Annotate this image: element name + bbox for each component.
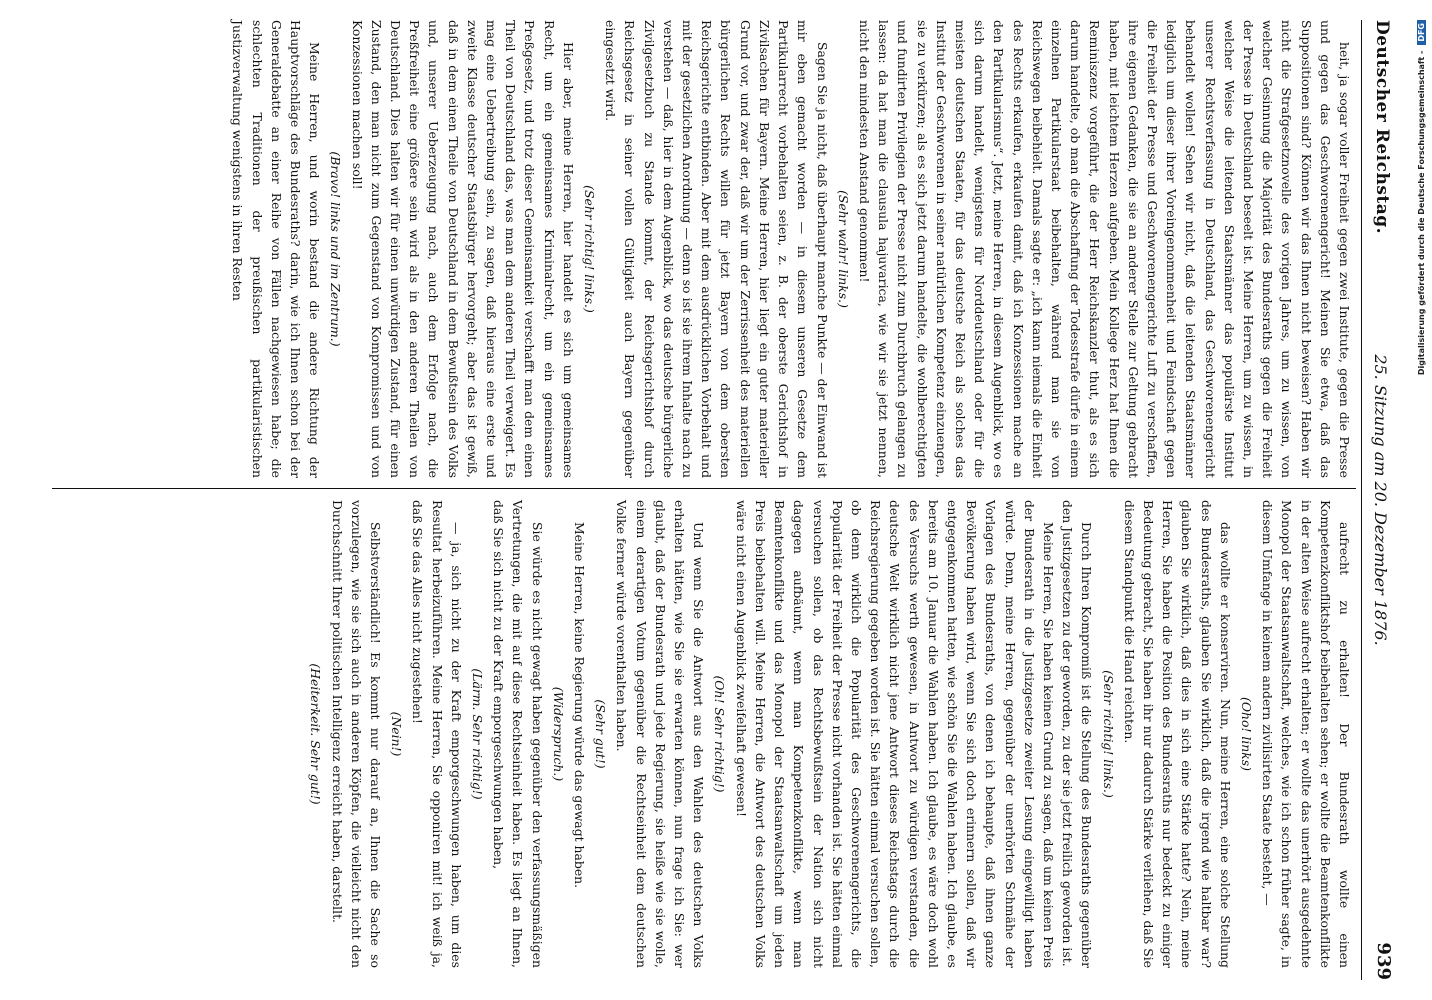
right-column — [52, 500, 1354, 968]
interjection: (Widerspruch.) — [550, 686, 566, 782]
interjection: (Heiterkeit. Sehr gut!) — [308, 663, 324, 805]
interjection: (Oho! links) — [1238, 697, 1254, 771]
paragraph: das wollte er konserviren. Nun, meine Herren, eine solche Stellung des Bundesraths, glauben Sie wirklich, daß die irgend wie haltbar war? glauben Sie wirklich, daß dies in sich eine Stärke hatte? Nein, meine Herren, Sie haben die Position des Bundesraths nur bedeckt zu einiger Bedeutung gebracht, Sie haben ihr nur dadurch Stärke verliehen, daß Sie diesem Standpunkt die Hand reichten. — [1121, 500, 1233, 968]
digitization-sidebar — [1417, 20, 1429, 1000]
dfg-logo: DFG — [1417, 20, 1426, 45]
paragraph: aufrecht zu erhalten! Der Bundesrath wollte einen Kompetenzkonfliktshof beibehalten sehen; er wollte die Beamtenkonflikte in der alten Weise aufrecht erhalten; er wollte das unerhört ausgedehnte Monopol der Staatsanwaltschaft, welches, wie ich schon früher sagte, in diesem Umfange in keinem andern zivilisirten Staate besteht, — — [1260, 500, 1352, 968]
paragraph: — ja, sich nicht zu der Kraft emporgeschwungen haben, um dies Resultat herbeizuführen. Meine Herren, Sie opponiren mit! ich weiß ja, daß Sie das Alles nicht zugestehen! — [410, 500, 464, 968]
paragraph: Selbstverständlich! Es kommt nur darauf an, Ihnen die Sache so vorzulegen, wie sie sich auch in anderen Köpfen, die vielleicht nicht den Durchschnitt Ihrer politischen Intelligenz erreicht haben, darstellt. — [329, 500, 384, 968]
paragraph: Meine Herren, und worin bestand die andere Richtung der Hauptvorschläge des Bundesraths? darin, wie ich Ihnen schon bei der Generaldebatte an einer Reihe von Fällen nachgewiesen habe; die schlechten Traditionen der preußischen partikularistischen Justizverwaltung wenigstens in ihren Resten — [230, 20, 323, 478]
paragraph: Und wenn Sie die Antwort aus den Wahlen des deutschen Volks erhalten hätten, wie Sie sie erwarten können, nun frage ich Sie: wer glaubt, daß der Bundesrath und jede Regierung, sie heiße wie sie wolle, einem derartigen Votum gegenüber die Rechtseinheit dem deutschen Volke ferner würde vorenthalten haben. — [614, 500, 707, 968]
interjection: (Sehr richtig! links.) — [582, 185, 598, 313]
page-header — [1361, 20, 1402, 980]
paragraph: Meine Herren, Sie haben keinen Grund zu sagen, daß um keinen Preis der Bundesrath in die Justizgesetze zweiter Lesung eingewilligt haben würde. Denn, meine Herren, gegenüber der unerhörten Schmähe der Vorlagen des Bundesraths, von denen ich behaupte, daß ihnen ganze Bevölkerung haben wird, wenn Sie sich doch erinnern sollen, daß wir entgegenkommen hatten, wie schön Sie die Wahlen haben. Ich glaube, es bereits am 10. Januar die Wahlen haben. Ich glaube, es wäre doch wohl des Versuchs werth gewesen, in Antwort zu würdigen verstanden, die deutsche Welt wirklich nicht jene Antwort dieses Reichstags durch die Reichsregierung gegeben worden ist. Sie hätten einmal versuchen sollen, ob denn wirklich die Popularität des Geschworenengerichts, die Popularität der Freiheit der Presse nicht vorhanden ist. Sie hätten einmal versuchen sollen, ob das Rechtsbewußtsein der Nation sich nicht dagegen aufbäumt, wenn man Kompetenzkonflikte, wenn man Beamtenkonflikte und das Monopol der Staatsanwaltschaft um jeden Preis beibehalten will. Meine Herren, die Antwort des deutschen Volks wäre nicht einen Augenblick zweifelhaft gewesen! — [733, 500, 1056, 968]
rotated-page — [32, 0, 1412, 1000]
page-number: 939 — [1373, 942, 1394, 980]
interjection: (Nein!) — [389, 711, 405, 757]
paragraph: Sagen Sie ja nicht, daß überhaupt manche Punkte — der Einwand ist mir eben gemacht worden — in diesem unseren Gesetze dem Partikularrecht vorbehalten seien, z. B. der oberste Gerichtshof in Zivilsachen für Bayern. Meine Herren, hier liegt ein guter materieller Grund vor, und zwar der, daß wir um der Zerrissenheit des materiellen bürgerlichen Rechts willen für jetzt Bayern von dem obersten Reichsgerichte entbinden. Aber mit dem ausdrücklichen Vorbehalt und mit der gesetzlichen Anordnung — denn so ist sie ihrem Inhalte nach zu verstehen — daß, hier in dem Augenblick, wo das deutsche bürgerliche Zivilgesetzbuch zu Stande kommt, der Reichsgerichtshof durch Reichsgesetz in seiner vollen Gültigkeit auch Bayern gegenüber eingesetzt wird. — [603, 20, 830, 478]
paragraph: heit, ja sogar voller Freiheit gegen zwei Institute, gegen die Presse und gegen das Geschworenengericht! Meinen Sie etwa, daß das Suppositionen sind? Können wir das Ihnen nicht beweisen? Haben wir nicht die Strafgesetznovelle des vorigen Jahres, um zu wissen, von welcher Gesinnung die Majorität des Bundesraths gegen die Freiheit der Presse in Deutschland beseelt ist. Meine Herren, um zu wissen, in welcher Weise die leitenden Staatsmänner das populärste Institut unserer Rechtsverfassung in Deutschland, das Geschworenengericht behandelt wollen! Sehen wir nicht, daß die leitenden Staatsmänner lediglich um dieser ihrer Voreingenommenheit und Feindschaft gegen die Freiheit der Presse und Geschworenengerichte Luft zu verschaffen, ihre eigenen Gedanken, die sie an anderer Stelle zur Geltung gebracht haben, mit leichtem Herzen aufgeben. Mein Kollege Herz hat Ihnen die Reminiszenz vorgeführt, die der Herr Reichskanzler thut, als es sich darum handelte, ob man die Abschaffung der Todesstrafe dürfe in einem einzelnen Partikularstaat beibehalten, während man sie von Reichswegen beibehielt. Damals sagte er: „ich kann niemals die Einheit des Rechts erkaufen, erkaufen damit, daß ich Konzessionen mache an den Partikularismus“. Jetzt, meine Herren, in diesem Augenblick, wo es sich darum handelt, wenigstens für Norddeutschland oder für die meisten deutschen Staaten, für das deutsche Reich als solches das Institut der Geschworenen in seiner natürlichen Kompetenz einzuengen, sie zu verkürzen; als es sich jetzt darum handelte, die wohlberechtigten und fundirten Privilegien der Presse nicht zum Durchbruch gelangen zu lassen: da hat man die clausula hajuvarica, wie wir sie jetzt nennen, nicht den mindesten Anstand genommen! — [856, 20, 1352, 478]
paragraph: Sie würde es nicht gewagt haben gegenüber den verfassungsmäßigen Vertretungen, die mit auf diese Rechtseinheit haben. Es liegt an Ihnen, daß Sie sich nicht zu der Kraft emporgeschwungen haben, — [491, 500, 545, 968]
column-divider — [52, 488, 1356, 489]
left-column — [52, 20, 1354, 478]
paragraph: Durch Ihren Kompromiß ist die Stellung des Bundesraths gegenüber den Justizgesetzen zu der geworden, zu der sie jetzt freilich geworden ist. — [1060, 500, 1095, 968]
interjection: (Sehr richtig! links.) — [1100, 670, 1116, 798]
interjection: (Lärm. Sehr richtig!) — [470, 668, 486, 800]
sidebar-credit-text: Digitalisierung gefördert durch die Deutsche Forschungsgemeinschaft - — [1417, 50, 1426, 376]
interjection: (Bravo! links und im Zentrum.) — [328, 151, 344, 347]
paragraph: Hier aber, meine Herren, hier handelt es sich um gemeinsames Recht, um ein gemeinsames Kriminalrecht, um ein gemeinsames Preßgesetz, und trotz dieser Gemeinsamkeit verschafft man dem einen Theil von Deutschland das, was man dem anderen Theil verweigert. Es mag eine Uebertreibung sein, zu sagen, daß hieraus eine erste und zweite Klasse deutscher Staatsbürger hervorgeht; aber das ist gewiß, daß in dem einen Theile von Deutschland in dem Bewußtsein des Volks und, unserer Ueberzeugung nach, auch dem Erfolge nach, die Preßfreiheit eine größere sein wird als in den anderen Theilen von Deutschland. Dies halten wir für einen unwürdigen Zustand, für einen Zustand, den man nicht zum Gegenstand von Kompromissen und von Konzessionen machen soll! — [349, 20, 576, 478]
interjection: (Oh! Sehr richtig!) — [712, 675, 728, 793]
paragraph: Meine Herren, keine Regierung würde das gewagt haben. — [572, 522, 588, 889]
interjection: (Sehr wahr! links.) — [835, 190, 851, 308]
running-title: Deutscher Reichstag. — [1372, 20, 1392, 235]
sidebar-credit — [1417, 20, 1426, 980]
interjection: (Sehr gut!) — [593, 699, 609, 769]
session-title: 25. Sitzung am 20. Dezember 1876. — [1371, 354, 1390, 646]
